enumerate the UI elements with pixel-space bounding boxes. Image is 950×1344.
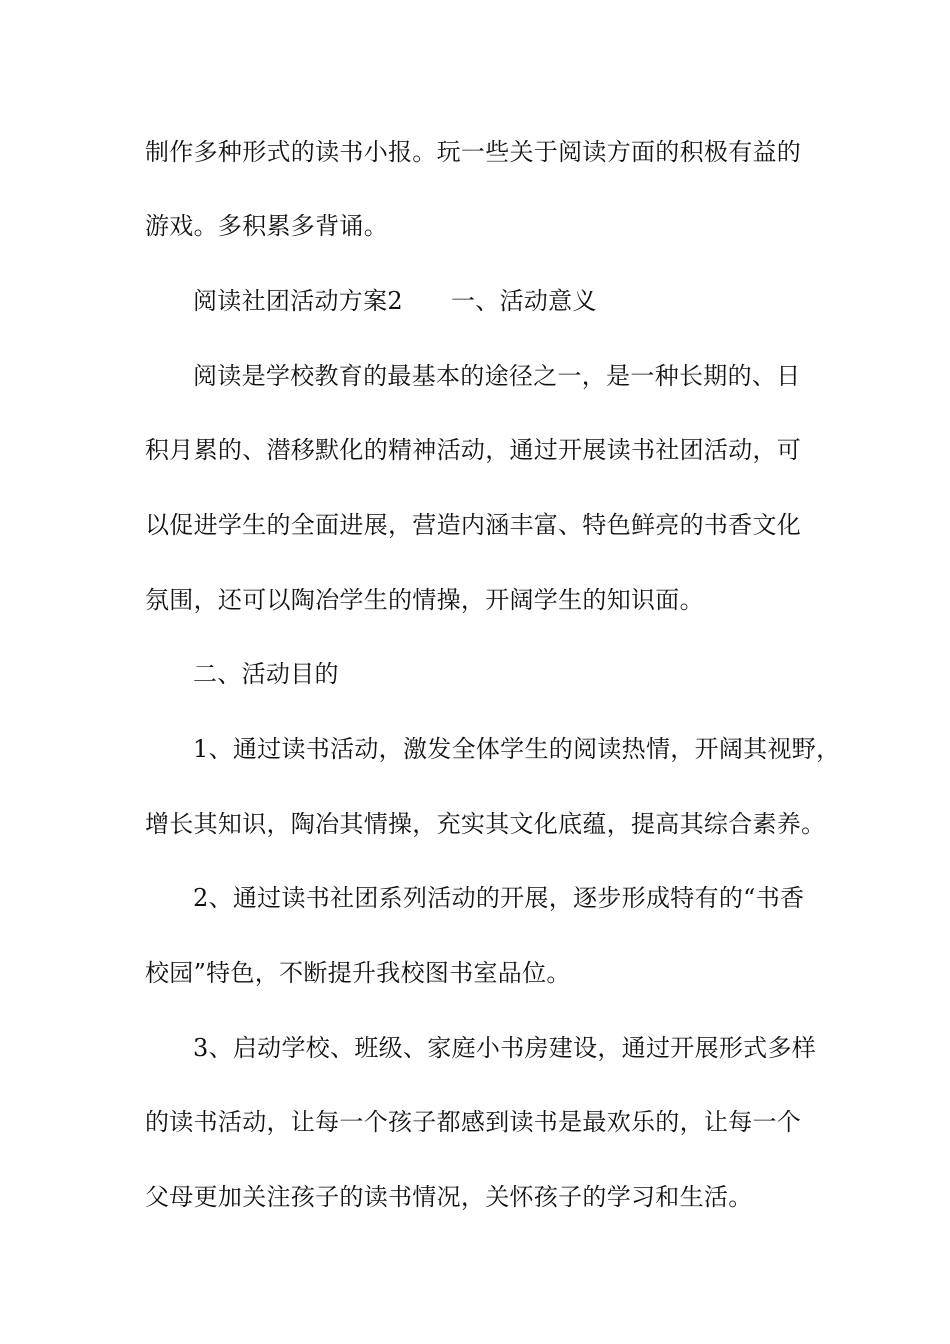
paragraph-line: 氛围，还可以陶冶学生的情操，开阔学生的知识面。 (145, 586, 704, 614)
paragraph-line: 制作多种形式的读书小报。玩一些关于阅读方面的积极有益的 (145, 138, 802, 166)
paragraph-line: 3、启动学校、班级、家庭小书房建设，通过开展形式多样 (193, 1034, 817, 1062)
paragraph-line: 游戏。多积累多背诵。 (145, 212, 388, 240)
paragraph-line: 增长其知识，陶冶其情操，充实其文化底蕴，提高其综合素养。 (145, 810, 826, 838)
paragraph-line: 以促进学生的全面进展，营造内涵丰富、特色鲜亮的书香文化 (145, 511, 802, 539)
paragraph-line: 阅读是学校教育的最基本的途径之一，是一种长期的、日 (193, 362, 801, 390)
section-heading-purpose: 二、活动目的 (193, 660, 339, 688)
paragraph-line: 父母更加关注孩子的读书情况，关怀孩子的学习和生活。 (145, 1183, 753, 1211)
paragraph-line: 积月累的、潜移默化的精神活动，通过开展读书社团活动，可 (145, 436, 802, 464)
paragraph-line: 校园”特色，不断提升我校图书室品位。 (145, 959, 571, 987)
paragraph-line: 2、通过读书社团系列活动的开展，逐步形成特有的“书香 (193, 884, 805, 912)
section-heading-significance: 一、活动意义 (450, 287, 597, 315)
paragraph-line: 的读书活动，让每一个孩子都感到读书是最欢乐的，让每一个 (145, 1108, 802, 1136)
plan-title: 阅读社团活动方案2 (193, 287, 403, 315)
paragraph-line: 1、通过读书活动，激发全体学生的阅读热情，开阔其视野， (193, 735, 841, 763)
section-title-line (193, 281, 873, 321)
